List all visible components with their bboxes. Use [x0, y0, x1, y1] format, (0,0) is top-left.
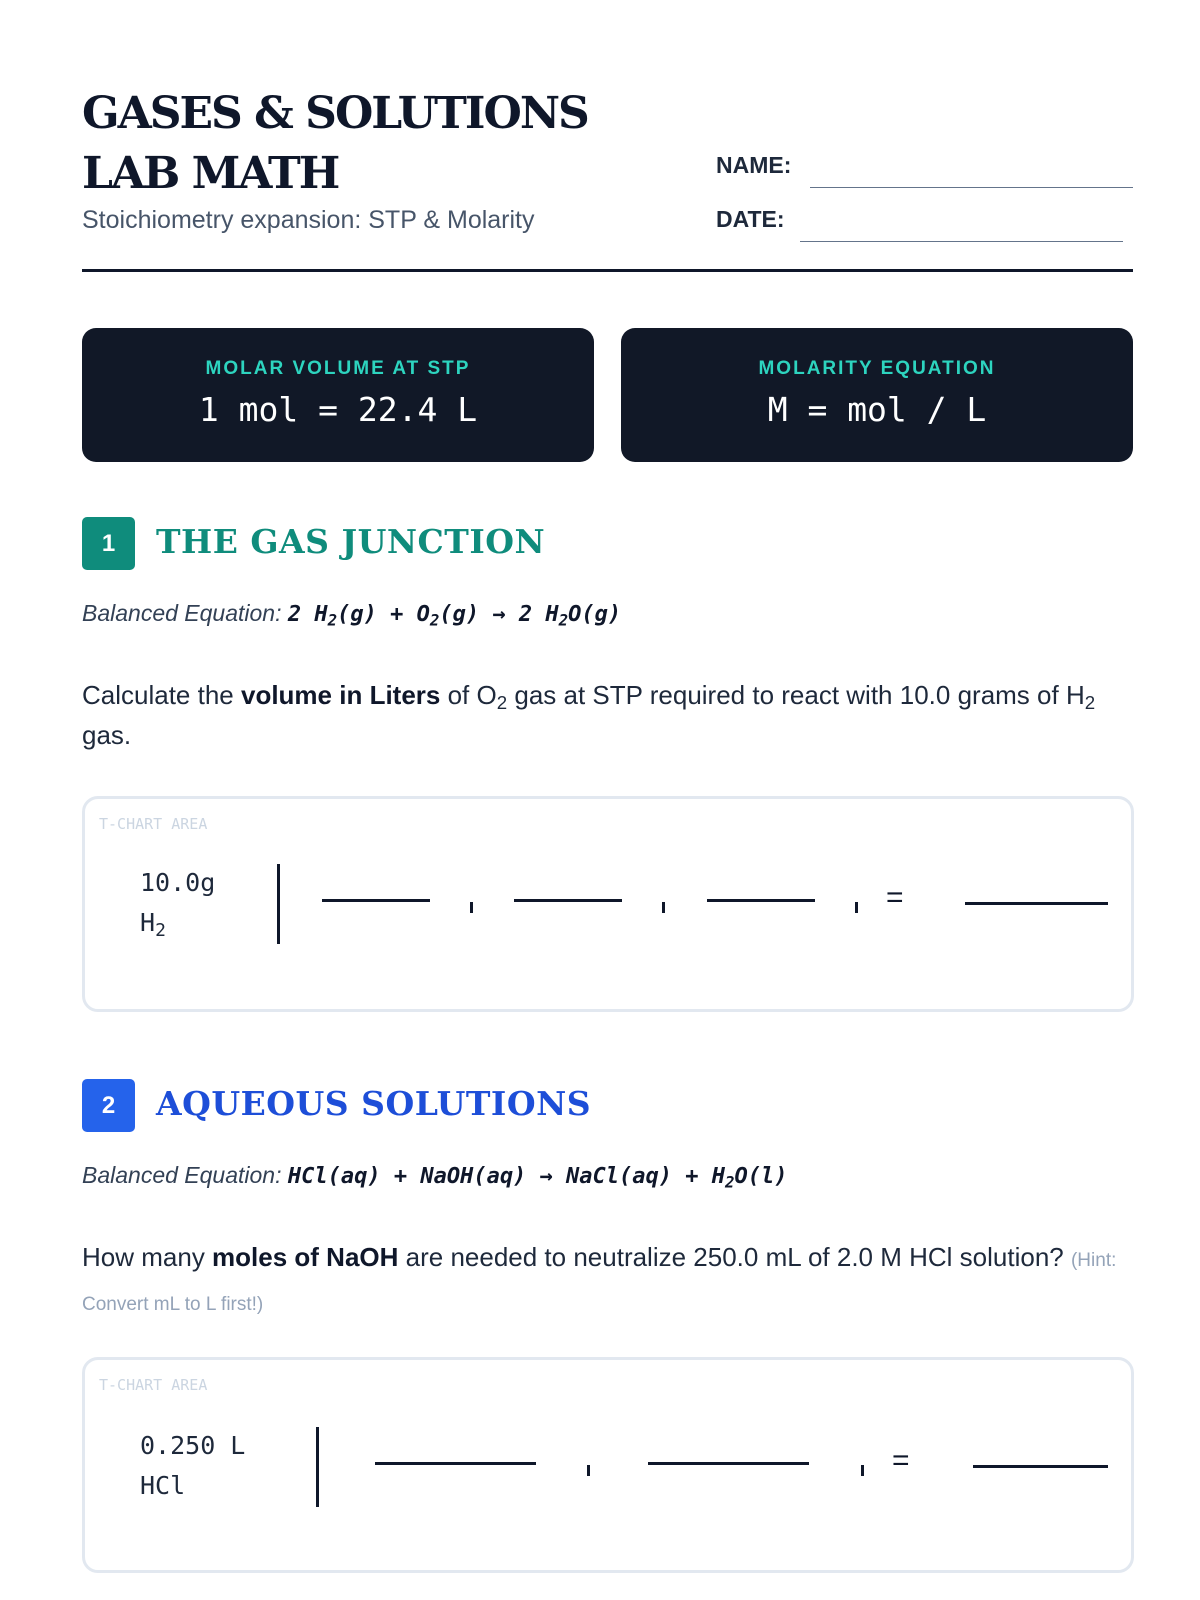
separator-tick: [855, 902, 858, 913]
t-chart-area[interactable]: [82, 1357, 1134, 1573]
name-label: NAME:: [716, 152, 792, 178]
card-label: MOLAR VOLUME AT STP: [205, 358, 471, 379]
balanced-equation: [82, 600, 622, 630]
question-text: [82, 1237, 1132, 1325]
answer-blank[interactable]: [375, 1462, 536, 1465]
given-value: 0.250 L: [140, 1431, 246, 1460]
equals-sign: =: [892, 1444, 910, 1477]
equation-value: 2 $H_2(g) + O_2(g) \to 2$ $H_2O(g)$: [287, 602, 622, 630]
separator-tick: [662, 902, 665, 913]
answer-blank[interactable]: [514, 899, 622, 902]
given-quantity: [140, 1426, 245, 1506]
final-answer-blank[interactable]: [973, 1465, 1108, 1468]
card-formula: M = mol / L: [767, 390, 987, 429]
separator-tick: [470, 902, 473, 913]
question-body: How many moles of NaOH are needed to neutralize 250.0 mL of 2.0 M HCl solution?: [82, 1242, 1064, 1272]
section-title: AQUEOUS SOLUTIONS: [156, 1084, 592, 1123]
final-answer-blank[interactable]: [965, 902, 1108, 905]
t-chart-divider: [277, 864, 280, 944]
balanced-equation: [82, 1162, 788, 1192]
header-divider: [82, 269, 1133, 272]
question-text: Calculate the volume in Liters of $O_2$ gas at STP required to react with 10.0 grams of $H_2$ gas.: [82, 680, 1096, 750]
page-title: GASES & SOLUTIONS LAB MATH: [82, 88, 588, 199]
given-unit: $H_2$: [140, 908, 166, 942]
t-chart-label: T-CHART AREA: [99, 815, 208, 833]
molar-volume-card: [82, 328, 594, 462]
card-label: MOLARITY EQUATION: [758, 358, 996, 379]
given-quantity: [140, 863, 215, 943]
section-number-badge: 1: [82, 517, 135, 570]
separator-tick: [861, 1465, 864, 1476]
date-label: DATE:: [716, 206, 785, 232]
page-subtitle: Stoichiometry expansion: STP & Molarity: [82, 206, 535, 234]
equation-label: Balanced Equation:: [82, 600, 282, 626]
card-formula: 1 mol = 22.4 L: [198, 390, 478, 429]
answer-blank[interactable]: [322, 899, 430, 902]
answer-blank[interactable]: [707, 899, 815, 902]
equation-label: Balanced Equation:: [82, 1162, 282, 1188]
answer-blank[interactable]: [648, 1462, 809, 1465]
t-chart-area[interactable]: [82, 796, 1134, 1012]
given-unit: HCl: [140, 1471, 186, 1500]
date-field[interactable]: [800, 241, 1123, 242]
name-field[interactable]: [810, 187, 1133, 188]
t-chart-divider: [316, 1427, 319, 1507]
hint-text: (Hint: Convert mL to L first!): [82, 1250, 1117, 1315]
equals-sign: =: [886, 881, 904, 914]
separator-tick: [587, 1465, 590, 1476]
molarity-card: [621, 328, 1133, 462]
section-title: THE GAS JUNCTION: [156, 522, 546, 561]
given-value: 10.0g: [140, 868, 216, 897]
t-chart-label: T-CHART AREA: [99, 1376, 208, 1394]
equation-value: HCl(aq) + NaOH(aq) → NaCl(aq) + $H_2O(l)$: [287, 1164, 788, 1192]
section-number-badge: 2: [82, 1079, 135, 1132]
